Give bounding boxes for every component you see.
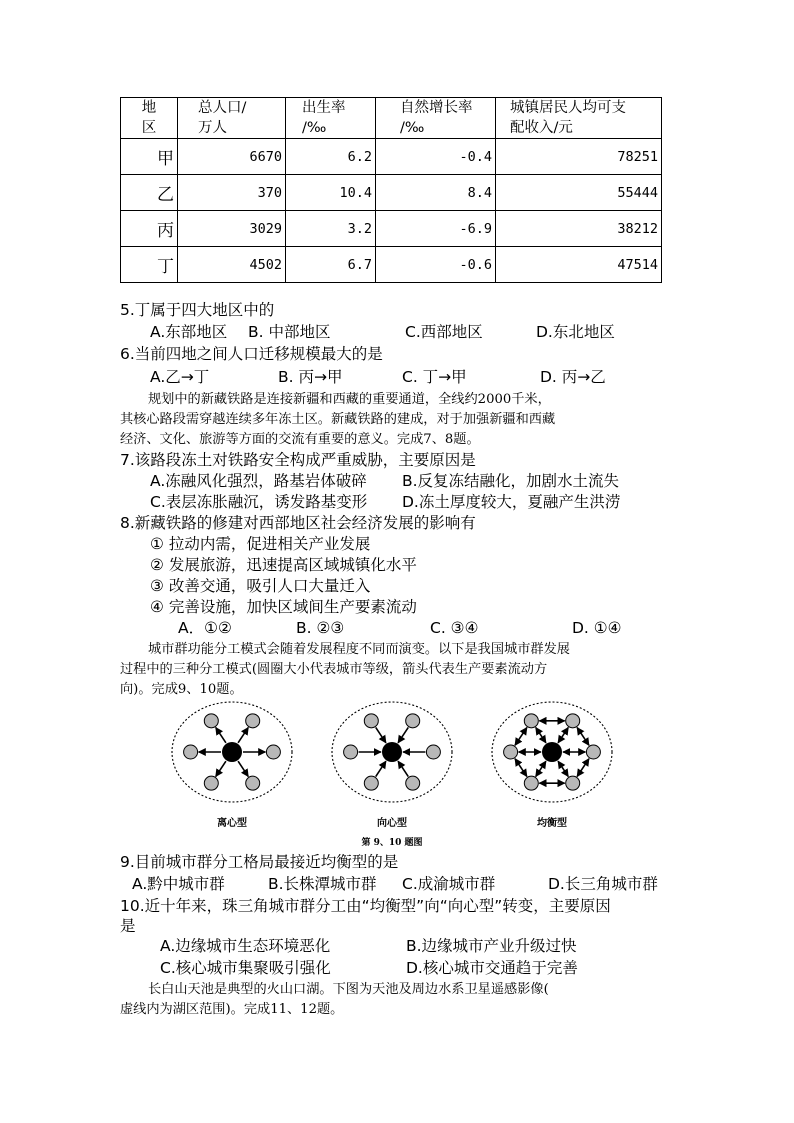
cell-growth-rate: 8.4 <box>376 175 496 211</box>
centripetal-diagram <box>332 702 452 802</box>
cell-growth-rate: -6.9 <box>376 211 496 247</box>
label-balanced: 均衡型 <box>537 818 567 829</box>
cell-region: 甲 <box>121 139 178 175</box>
q5-option-b[interactable]: B. 中部地区 <box>248 323 331 341</box>
table-row <box>121 247 662 283</box>
secondary-city-node <box>184 745 198 759</box>
flow-arrow <box>398 727 408 742</box>
q8-stem: 8.新藏铁路的修建对西部地区社会经济发展的影响有 <box>120 514 476 532</box>
cell-birth-rate: 3.2 <box>286 211 376 247</box>
ring-flow-arrow <box>515 727 527 745</box>
secondary-city-node <box>364 776 378 790</box>
cell-region: 丁 <box>121 247 178 283</box>
secondary-city-node <box>204 714 218 728</box>
table-row <box>121 139 662 175</box>
q9-stem: 9.目前城市群分工格局最接近均衡型的是 <box>120 853 399 871</box>
q7-option-d[interactable]: D.冻土厚度较大，夏融产生洪涝 <box>402 493 621 511</box>
cell-region: 乙 <box>121 175 178 211</box>
passage2-line1: 城市群功能分工模式会随着发展程度不同而演变。以下是我国城市群发展 <box>148 642 570 657</box>
header-birth-rate: 出生率 /‰ <box>286 98 376 139</box>
passage3-line1: 长白山天池是典型的火山口湖。下图为天池及周边水系卫星遥感影像( <box>148 982 549 997</box>
cell-growth-rate: -0.4 <box>376 139 496 175</box>
q7-option-a[interactable]: A.冻融风化强烈，路基岩体破碎 <box>150 472 367 490</box>
q8-item-4: ④ 完善设施，加快区域间生产要素流动 <box>150 598 417 616</box>
label-centripetal: 向心型 <box>377 818 407 829</box>
cell-region: 丙 <box>121 211 178 247</box>
label-centrifugal: 离心型 <box>217 818 247 829</box>
flow-arrow <box>558 761 568 776</box>
q5-stem: 5.丁属于四大地区中的 <box>120 301 275 319</box>
q9-option-b[interactable]: B.长株潭城市群 <box>268 875 377 893</box>
q9-option-a[interactable]: A.黔中城市群 <box>132 875 225 893</box>
cell-population: 370 <box>178 175 286 211</box>
header-growth-rate: 自然增长率 /‰ <box>376 98 496 139</box>
flow-arrow <box>398 761 408 776</box>
flow-arrow <box>558 727 568 742</box>
secondary-city-node <box>504 745 518 759</box>
q5-option-d[interactable]: D.东北地区 <box>536 323 615 341</box>
secondary-city-node <box>266 745 280 759</box>
stats-table <box>120 97 662 283</box>
figure-caption: 第 9、10 题图 <box>361 838 423 848</box>
q6-option-a[interactable]: A.乙→丁 <box>150 368 210 386</box>
secondary-city-node <box>524 776 538 790</box>
q7-option-c[interactable]: C.表层冻胀融沉，诱发路基变形 <box>150 493 368 511</box>
balanced-diagram <box>492 702 612 802</box>
flow-arrow <box>216 761 226 776</box>
passage1-line1: 规划中的新藏铁路是连接新疆和西藏的重要通道，全线约2000千米， <box>148 392 551 407</box>
secondary-city-node <box>566 776 580 790</box>
q8-option-c[interactable]: C. ③④ <box>430 619 479 637</box>
q8-option-a[interactable]: A．①② <box>178 619 232 637</box>
q6-stem: 6.当前四地之间人口迁移规模最大的是 <box>120 345 383 363</box>
city-cluster-diagram <box>160 700 640 850</box>
q10-option-d[interactable]: D.核心城市交通趋于完善 <box>406 959 578 977</box>
flow-arrow <box>238 761 248 776</box>
secondary-city-node <box>246 776 260 790</box>
core-city-node <box>222 742 242 762</box>
secondary-city-node <box>426 745 440 759</box>
table-row <box>121 175 662 211</box>
cell-birth-rate: 6.2 <box>286 139 376 175</box>
cell-income: 78251 <box>496 139 662 175</box>
q5-option-a[interactable]: A.东部地区 <box>150 323 228 341</box>
ring-flow-arrow <box>577 759 589 777</box>
q6-option-b[interactable]: B. 丙→甲 <box>278 368 343 386</box>
flow-arrow <box>536 727 546 742</box>
cell-population: 4502 <box>178 247 286 283</box>
q9-option-c[interactable]: C.成渝城市群 <box>402 875 496 893</box>
q8-option-b[interactable]: B. ②③ <box>296 619 345 637</box>
core-city-node <box>382 742 402 762</box>
passage1-line3: 经济、文化、旅游等方面的交流有重要的意义。完成7、8题。 <box>120 432 480 447</box>
cell-income: 55444 <box>496 175 662 211</box>
header-population: 总人口/ 万人 <box>178 98 286 139</box>
secondary-city-node <box>586 745 600 759</box>
q10-option-b[interactable]: B.边缘城市产业升级过快 <box>406 937 577 955</box>
cell-birth-rate: 10.4 <box>286 175 376 211</box>
ring-flow-arrow <box>577 727 589 745</box>
passage3-line2: 虚线内为湖区范围)。完成11、12题。 <box>120 1002 344 1017</box>
secondary-city-node <box>246 714 260 728</box>
passage2-line3: 向)。完成9、10题。 <box>120 682 243 697</box>
flow-arrow <box>376 761 386 776</box>
cell-birth-rate: 6.7 <box>286 247 376 283</box>
q7-stem: 7.该路段冻土对铁路安全构成严重威胁，主要原因是 <box>120 451 476 469</box>
secondary-city-node <box>364 714 378 728</box>
passage2-line2: 过程中的三种分工模式(圆圈大小代表城市等级，箭头代表生产要素流动方 <box>120 662 548 677</box>
q8-item-2: ② 发展旅游，迅速提高区域城镇化水平 <box>150 556 417 574</box>
flow-arrow <box>216 727 226 742</box>
q8-item-3: ③ 改善交通，吸引人口大量迁入 <box>150 577 371 595</box>
flow-arrow <box>238 727 248 742</box>
q6-option-d[interactable]: D. 丙→乙 <box>540 368 606 386</box>
header-income: 城镇居民人均可支 配收入/元 <box>496 98 662 139</box>
cell-population: 3029 <box>178 211 286 247</box>
q6-option-c[interactable]: C. 丁→甲 <box>402 368 467 386</box>
secondary-city-node <box>406 776 420 790</box>
secondary-city-node <box>204 776 218 790</box>
q7-option-b[interactable]: B.反复冻结融化，加剧水土流失 <box>402 472 620 490</box>
core-city-node <box>542 742 562 762</box>
centrifugal-diagram <box>172 702 292 802</box>
flow-arrow <box>536 761 546 776</box>
cell-income: 38212 <box>496 211 662 247</box>
flow-arrow <box>376 727 386 742</box>
cell-income: 47514 <box>496 247 662 283</box>
secondary-city-node <box>344 745 358 759</box>
q10-option-a[interactable]: A.边缘城市生态环境恶化 <box>160 937 331 955</box>
cell-population: 6670 <box>178 139 286 175</box>
header-region: 地 区 <box>121 98 178 139</box>
q10-stem-line2: 是 <box>120 917 136 935</box>
ring-flow-arrow <box>515 759 527 777</box>
q10-option-c[interactable]: C.核心城市集聚吸引强化 <box>160 959 331 977</box>
secondary-city-node <box>524 714 538 728</box>
table-header-row <box>121 98 662 139</box>
q8-option-d[interactable]: D. ①④ <box>572 619 622 637</box>
q5-option-c[interactable]: C.西部地区 <box>405 323 483 341</box>
cell-growth-rate: -0.6 <box>376 247 496 283</box>
passage1-line2: 其核心路段需穿越连续多年冻土区。新藏铁路的建成，对于加强新疆和西藏 <box>120 412 556 427</box>
table-row <box>121 211 662 247</box>
secondary-city-node <box>566 714 580 728</box>
q9-option-d[interactable]: D.长三角城市群 <box>548 875 658 893</box>
secondary-city-node <box>406 714 420 728</box>
q8-item-1: ① 拉动内需，促进相关产业发展 <box>150 535 371 553</box>
q10-stem-line1: 10.近十年来，珠三角城市群分工由“均衡型”向“向心型”转变，主要原因 <box>120 897 611 915</box>
